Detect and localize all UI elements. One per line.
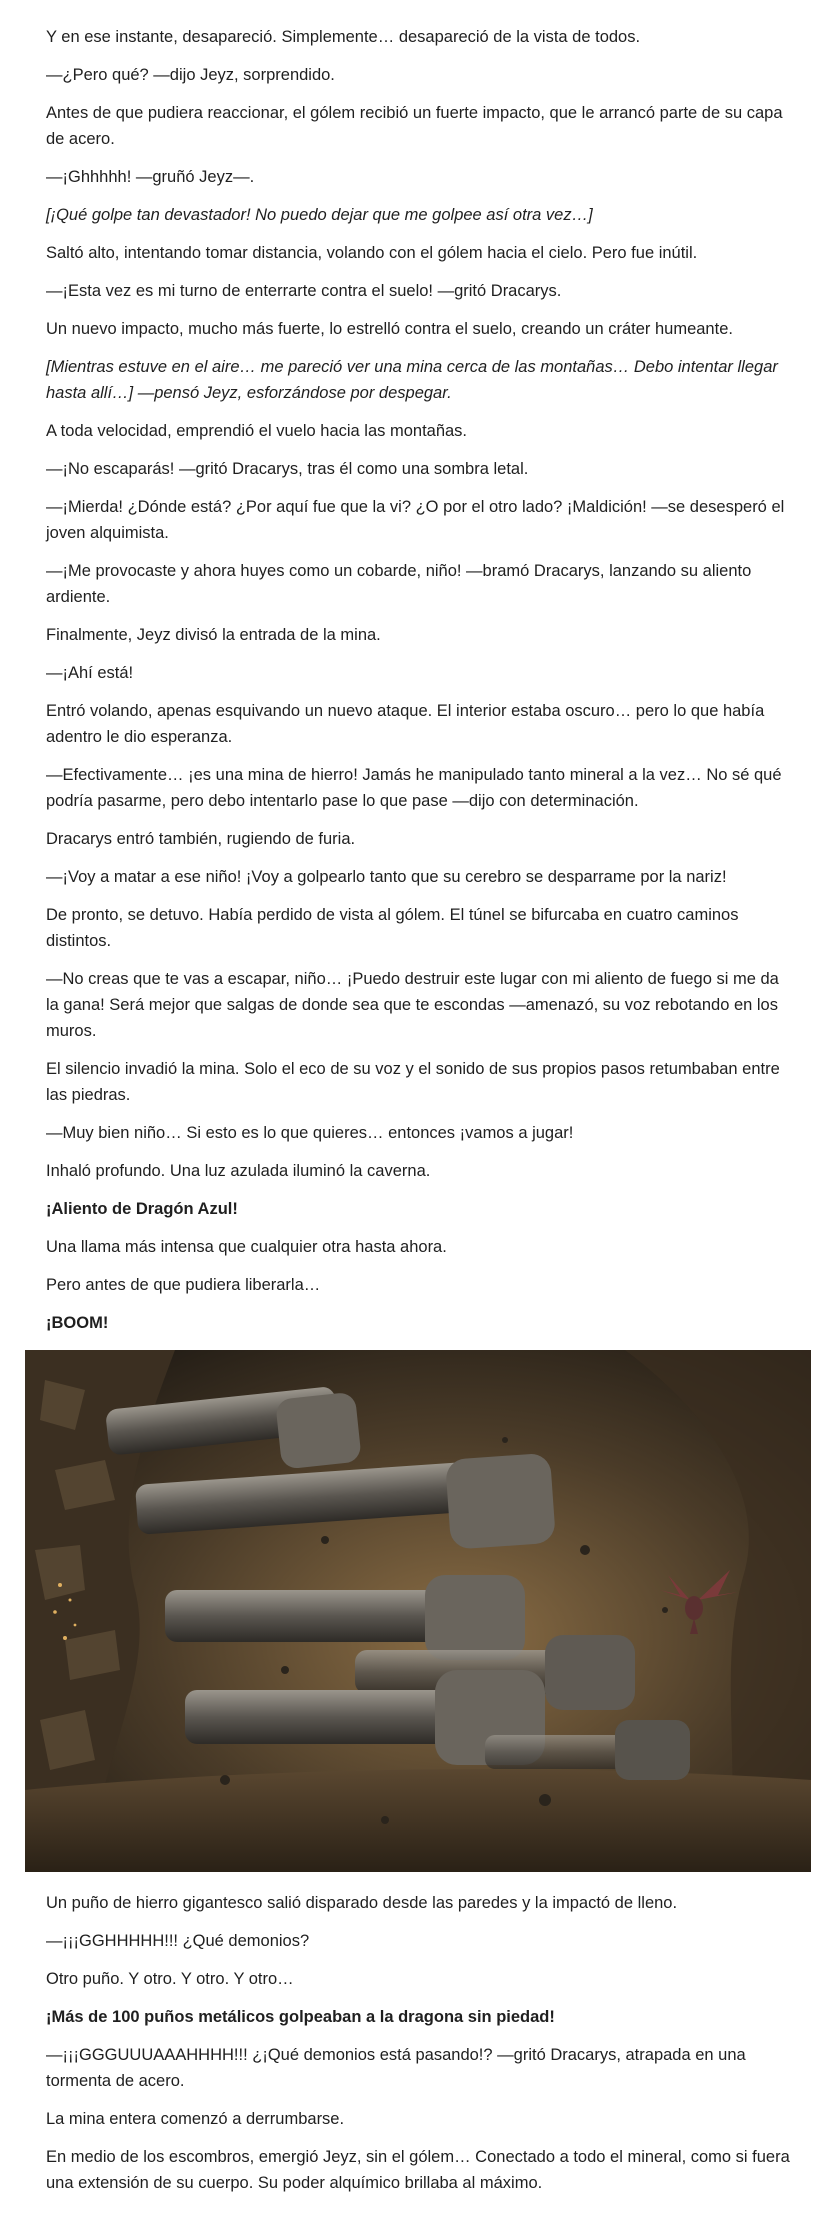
story-illustration <box>25 1350 811 1872</box>
story-paragraph: —¿Pero qué? —dijo Jeyz, sorprendido. <box>46 66 335 84</box>
story-paragraph: [Mientras estuve en el aire… me pareció ver una mina cerca de las montañas… Debo intentar llegar hasta allí…] —pensó Jeyz, esforzándose por despegar. <box>46 358 778 402</box>
story-paragraph: —¡¡¡GGHHHHH!!! ¿Qué demonios? <box>46 1932 310 1950</box>
story-paragraph: Entró volando, apenas esquivando un nuevo ataque. El interior estaba oscuro… pero lo que había adentro le dio esperanza. <box>46 702 765 746</box>
cave-floor <box>25 1769 811 1872</box>
story-paragraph: A toda velocidad, emprendió el vuelo hacia las montañas. <box>46 422 468 440</box>
story-paragraph: [¡Qué golpe tan devastador! No puedo dejar que me golpee así otra vez…] <box>46 206 593 224</box>
story-paragraph: —¡Ghhhhh! —gruñó Jeyz—. <box>46 168 255 186</box>
story-paragraph: La mina entera comenzó a derrumbarse. <box>46 2110 345 2128</box>
story-paragraph: —¡Ahí está! <box>46 664 134 682</box>
story-paragraph: ¡BOOM! <box>46 1314 109 1332</box>
story-paragraph: De pronto, se detuvo. Había perdido de vista al gólem. El túnel se bifurcaba en cuatro caminos distintos. <box>46 906 739 950</box>
story-paragraph: —¡Esta vez es mi turno de enterrarte contra el suelo! —gritó Dracarys. <box>46 282 562 300</box>
story-paragraph: ¡Aliento de Dragón Azul! <box>46 1200 238 1218</box>
story-paragraph: Un puño de hierro gigantesco salió disparado desde las paredes y la impactó de lleno. <box>46 1894 678 1912</box>
story-paragraph: Pero antes de que pudiera liberarla… <box>46 1276 321 1294</box>
story-paragraph: Saltó alto, intentando tomar distancia, volando con el gólem hacia el cielo. Pero fue inútil. <box>46 244 698 262</box>
story-paragraph: Dracarys entró también, rugiendo de furia. <box>46 830 356 848</box>
story-paragraph: Inhaló profundo. Una luz azulada iluminó la caverna. <box>46 1162 431 1180</box>
story-paragraph: Una llama más intensa que cualquier otra hasta ahora. <box>46 1238 447 1256</box>
story-paragraph: —¡¡¡GGGUUUAAAHHHH!!! ¿¡Qué demonios está pasando!? —gritó Dracarys, atrapada en una tormenta de acero. <box>46 2046 746 2090</box>
story-paragraph: —¡Voy a matar a ese niño! ¡Voy a golpearlo tanto que su cerebro se desparrame por la nariz! <box>46 868 727 886</box>
story-paragraph: ¡Más de 100 puños metálicos golpeaban a la dragona sin piedad! <box>46 2008 555 2026</box>
story-paragraph: En medio de los escombros, emergió Jeyz, sin el gólem… Conectado a todo el mineral, como si fuera una extensión de su cuerpo. Su poder alquímico brillaba al máximo. <box>46 2148 790 2192</box>
story-paragraph: Antes de que pudiera reaccionar, el gólem recibió un fuerte impacto, que le arrancó parte de su capa de acero. <box>46 104 783 148</box>
story-paragraph: —No creas que te vas a escapar, niño… ¡Puedo destruir este lugar con mi aliento de fuego si me da la gana! Será mejor que salgas de donde sea que te escondas —amenazó, su voz rebotando en los muros. <box>46 970 779 1040</box>
cave-fists-image <box>25 1350 811 1872</box>
story-paragraph: —Efectivamente… ¡es una mina de hierro! Jamás he manipulado tanto mineral a la vez… No sé qué podría pasarme, pero debo intentarlo pase lo que pase —dijo con determinación. <box>46 766 782 810</box>
story-paragraph: —¡Mierda! ¿Dónde está? ¿Por aquí fue que la vi? ¿O por el otro lado? ¡Maldición! —se desesperó el joven alquimista. <box>46 498 785 542</box>
story-paragraph: Otro puño. Y otro. Y otro. Y otro… <box>46 1970 294 1988</box>
story-paragraph: El silencio invadió la mina. Solo el eco de su voz y el sonido de sus propios pasos retumbaban entre las piedras. <box>46 1060 780 1104</box>
story-paragraph: —Muy bien niño… Si esto es lo que quieres… entonces ¡vamos a jugar! <box>46 1124 574 1142</box>
story-paragraph: Finalmente, Jeyz divisó la entrada de la mina. <box>46 626 381 644</box>
story-paragraph: Un nuevo impacto, mucho más fuerte, lo estrelló contra el suelo, creando un cráter humeante. <box>46 320 733 338</box>
story-text-after <box>0 1872 836 2196</box>
story-paragraph: Y en ese instante, desapareció. Simplemente… desapareció de la vista de todos. <box>46 28 641 46</box>
story-paragraph: —¡Me provocaste y ahora huyes como un cobarde, niño! —bramó Dracarys, lanzando su aliento ardiente. <box>46 562 752 606</box>
story-paragraph: —¡No escaparás! —gritó Dracarys, tras él como una sombra letal. <box>46 460 529 478</box>
